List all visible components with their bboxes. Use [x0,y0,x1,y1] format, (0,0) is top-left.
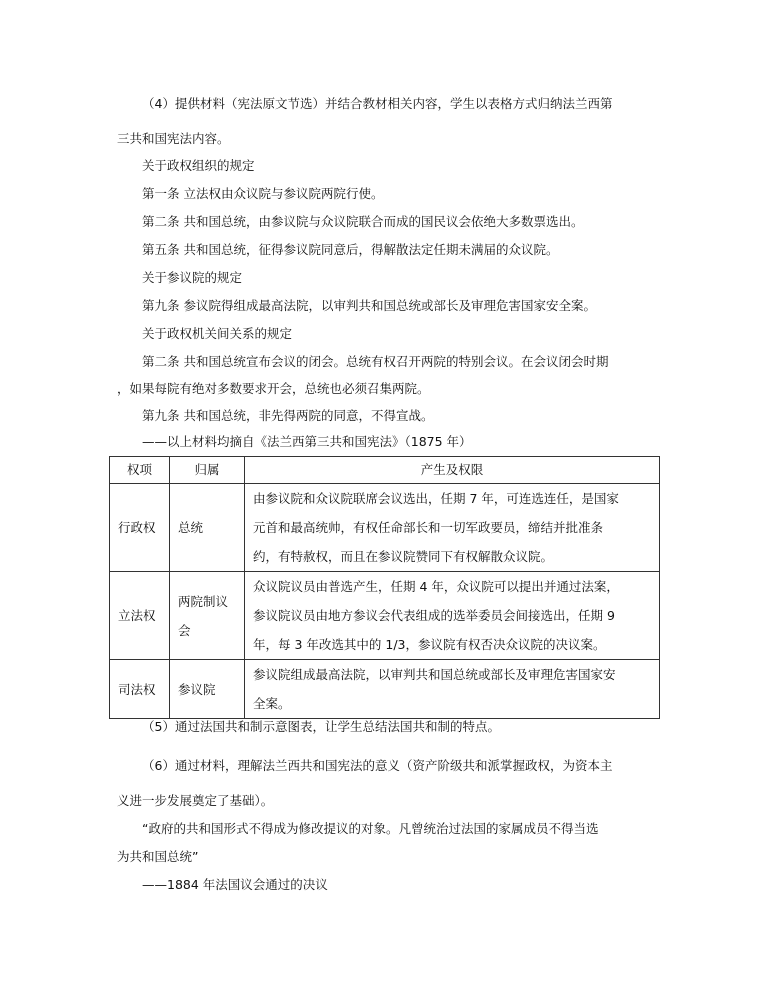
article-text-cont: ，如果每院有绝对多数要求开会，总统也必须召集两院。 [117,381,430,396]
table-header: 权项 [110,457,170,484]
owner-cell [170,572,245,660]
article-text: 第九条 参议院得组成最高法院，以审判共和国总统或部长及审理危害国家安全案。 [142,298,596,313]
article-text: 第五条 共和国总统，征得参议院同意后，得解散法定任期未满届的众议院。 [142,242,559,257]
paragraph-4-intro: （4）提供材料（宪法原文节选）并结合教材相关内容，学生以表格方式归纳法兰西第 [142,96,613,111]
desc-line: 全案。 [253,696,291,711]
table-header: 归属 [170,457,245,484]
owner-line: 会 [178,622,191,638]
quote-source: ——1884 年法国议会通过的决议 [142,877,328,892]
article-text: 第一条 立法权由众议院与参议院两院行使。 [142,186,384,201]
section-heading: 关于政权组织的规定 [142,158,255,173]
paragraph-6: （6）通过材料，理解法兰西共和国宪法的意义（资产阶级共和派掌握政权，为资本主 [142,758,613,773]
owner-cell: 参议院 [170,660,245,719]
paragraph-6-cont: 义进一步发展奠定了基础）。 [117,793,274,808]
desc-line: 年，每 3 年改选其中的 1/3，参议院有权否决众议院的决议案。 [253,637,606,652]
table-row [110,484,660,572]
quote: “政府的共和国形式不得成为修改提议的对象。凡曾统治过法国的家属成员不得当选 [142,821,599,836]
paragraph-4-intro-cont: 三共和国宪法内容。 [117,131,230,146]
quote-cont: 为共和国总统” [117,849,199,864]
power-cell: 行政权 [110,484,170,572]
desc-line: 众议院议员由普选产生，任期 4 年，众议院可以提出并通过法案， [253,579,619,594]
table-header: 产生及权限 [245,457,660,484]
article-text: 第二条 共和国总统宣布会议的闭会。总统有权召开两院的特别会议。在会议闭会时期 [142,354,609,369]
constitution-table [109,456,660,719]
source-citation: ——以上材料均摘自《法兰西第三共和国宪法》（1875 年） [142,434,472,449]
desc-cell [245,484,660,572]
power-cell: 司法权 [110,660,170,719]
desc-line: 元首和最高统帅，有权任命部长和一切军政要员，缔结并批准条 [253,520,604,535]
table-row [110,660,660,719]
power-cell: 立法权 [110,572,170,660]
article-text: 第二条 共和国总统，由参议院与众议院联合而成的国民议会依绝大多数票选出。 [142,214,584,229]
table-header-row [110,457,660,484]
table-row [110,572,660,660]
owner-line: 两院制议 [178,593,229,609]
desc-cell [245,572,660,660]
paragraph-5: （5）通过法国共和制示意图表，让学生总结法国共和制的特点。 [142,719,500,734]
desc-line: 参议院组成最高法院，以审判共和国总统或部长及审理危害国家安 [253,667,616,682]
section-heading: 关于政权机关间关系的规定 [142,326,293,341]
section-heading: 关于参议院的规定 [142,270,243,285]
desc-line: 约，有特赦权，而且在参议院赞同下有权解散众议院。 [253,549,554,564]
article-text: 第九条 共和国总统，非先得两院的同意，不得宣战。 [142,408,434,423]
desc-line: 参议院议员由地方参议会代表组成的选举委员会间接选出，任期 9 [253,608,615,623]
desc-line: 由参议院和众议院联席会议选出，任期 7 年，可连选连任，是国家 [253,491,619,506]
owner-cell: 总统 [170,484,245,572]
desc-cell [245,660,660,719]
